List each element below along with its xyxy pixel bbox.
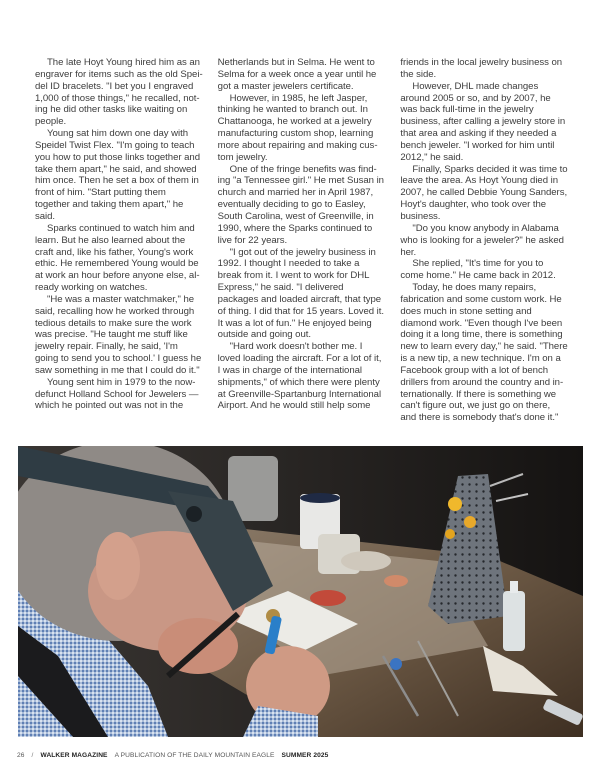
jeweler-photo-illustration [18,446,583,737]
paragraph: "He was a master watchmaker," he said, recalling how he worked through tedious details to make sure the work was precise. "He taught me stuff like jewelry repair. Finally, he said, 'I'm going to send you to school.' I guess he saw something in me that I could do it." [35,293,202,376]
paragraph: Sparks continued to watch him and learn. But he also learned about the craft and, like his father, Young's work ethic. He remembered Young would be at work an hour before anyone else, already working on watches. [35,222,200,294]
article-column-2 [218,57,386,427]
publication-tagline: A PUBLICATION OF THE DAILY MOUNTAIN EAGLE [114,752,275,759]
paragraph: "I got out of the jewelry business in 1992. I thought I needed to take a break from it. I went to work for DHL Express," he said. "I delivered packages and loaded aircraft, that type of thing. I did that for 15 years. Loved it. It was a lot of fun." He enjoyed being outside and going out. [217,246,384,341]
paragraph: Today, he does many repairs, fabrication and some custom work. He does much in stone setting and diamond work. "Even though I've been doing it a long time, there is something new to learn every day," he said. "There is a new tip, a new technique. I'm on a Facebook group with a lot of bench drillers from around the country and internationally. If there is something we can't figure out, we just go on there, and there is somebody that's done it." [400,282,568,424]
paragraph: "Hard work doesn't bother me. I loved loading the aircraft. For a lot of it, I was in charge of the international shipments," of which there were plenty at Greenville-Spartanburg International Airport. And he would still help some [217,341,382,412]
article-column-3 [400,57,568,427]
paragraph-continued: friends in the local jewelry business on the side. [400,57,563,80]
page-footer [17,752,328,759]
page-number: 26 [17,752,25,759]
article-photo [18,446,583,737]
footer-separator: / [31,752,34,759]
article-column-1 [35,57,203,427]
paragraph: Young sat him down one day with Speidel Twist Flex. "I'm going to teach you how to put those links together and take them apart," he said, and showed him once. Then he set a box of them in front of him. "Start putting them together and taking them apart," he said. [35,128,200,222]
issue-label: SUMMER 2025 [281,752,329,759]
paragraph: Finally, Sparks decided it was time to leave the area. As Hoyt Young died in 2007, he called Debbie Young Sanders, Hoyt's daughter, who took over the business. [400,163,568,222]
paragraph: However, DHL made changes around 2005 or so, and by 2007, he was back full-time in the jewelry business, after calling a jewelry store in that area and asking if they needed a bench jeweler. "I worked for him until 2012," he said. [400,80,566,163]
paragraph: The late Hoyt Young hired him as an engraver for items such as the old Speidel ID bracelets. "I bet you I engraved 1,000 of those things," he recalled, noting he did other tasks like waiting on people. [35,57,203,128]
paragraph: She replied, "It's time for you to come home." He came back in 2012. [400,258,556,282]
paragraph-continued: Netherlands but in Selma. He went to Selma for a week once a year until he got a master jewelers certificate. [217,57,377,92]
paragraph: One of the fringe benefits was finding "a Tennessee girl." He met Susan in church and married her in April 1987, eventually deciding to go to Easley, South Carolina, west of Greenville, in 1990, where the Sparks continued to live for 22 years. [217,163,384,246]
publication-name: WALKER MAGAZINE [40,752,108,759]
paragraph: Young sent him in 1979 to the now-defunct Holland School for Jewelers — which he pointed out was not in the [35,376,199,412]
paragraph: "Do you know anybody in Alabama who is looking for a jeweler?" he asked her. [400,222,564,258]
article-body [35,57,568,427]
paragraph: However, in 1985, he left Jasper, thinking he wanted to branch out. In Chattanooga, he worked at a jewelry manufacturing custom shop, learning more about repairing and making custom jewelry. [217,92,378,163]
